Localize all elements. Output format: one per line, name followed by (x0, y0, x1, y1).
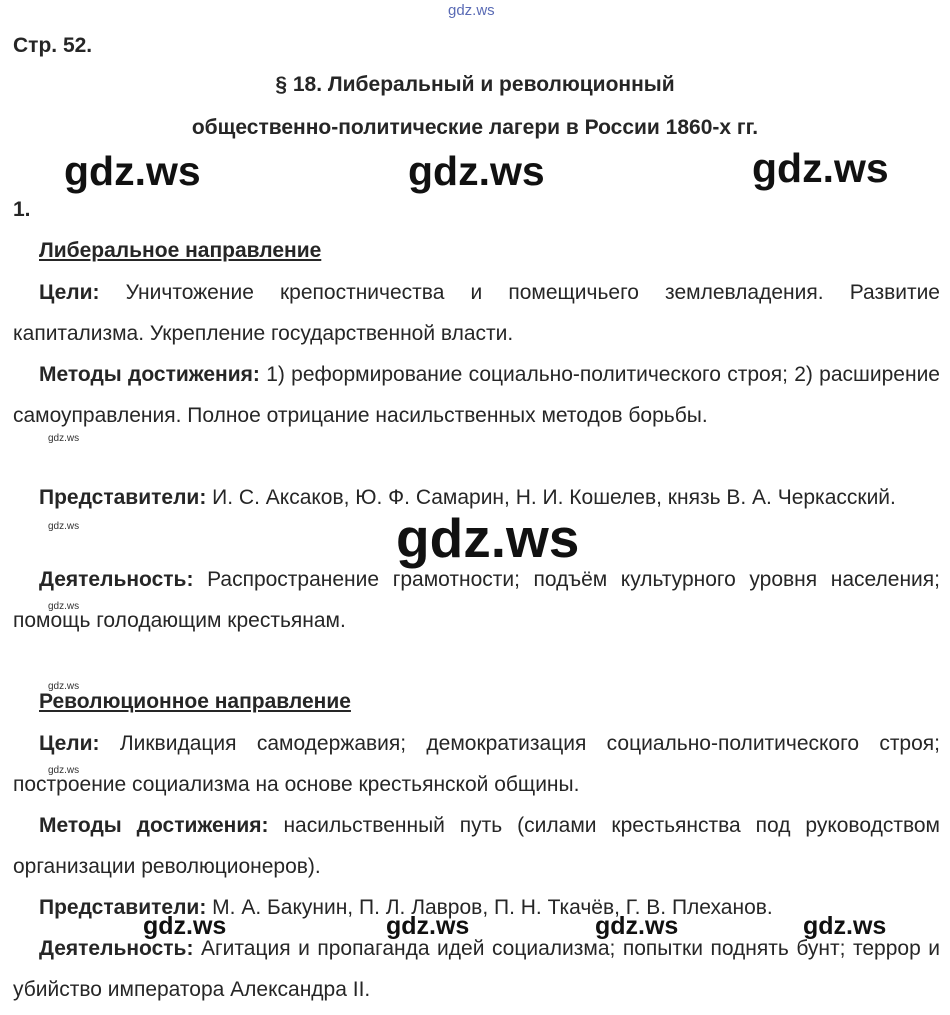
section-title-line2: общественно-политические лагери в России 1860-х гг. (191, 116, 759, 139)
liberal-heading: Либеральное направление (39, 239, 322, 262)
section-title-line1: § 18. Либеральный и революционный (275, 73, 675, 96)
revolutionary-activity-label: Деятельность: (39, 937, 194, 960)
watermark-middle: gdz.ws (408, 148, 545, 194)
watermark-small-4: gdz.ws (48, 681, 80, 692)
liberal-methods-text: 1) реформирование социально-политического строя; 2) расширение самоуправления. Полное отрицание насильственных методов борьбы. (13, 363, 940, 427)
watermark-bottom-4: gdz.ws (803, 912, 887, 940)
revolutionary-goals (13, 723, 940, 805)
watermark-small-2: gdz.ws (48, 521, 80, 532)
liberal-goals-text: Уничтожение крепостничества и помещичьего землевладения. Развитие капитализма. Укрепление государственной власти. (13, 281, 940, 345)
liberal-activity-text: Распространение грамотности; подъём культурного уровня населения; помощь голодающим крестьянам. (13, 568, 940, 632)
item-number: 1. (13, 198, 31, 221)
revolutionary-methods (13, 805, 940, 887)
watermark-small-3: gdz.ws (48, 601, 80, 612)
watermark-small-1: gdz.ws (48, 433, 80, 444)
liberal-reps-label: Представители: (39, 486, 207, 509)
revolutionary-reps-label: Представители: (39, 896, 207, 919)
watermark-right: gdz.ws (752, 145, 889, 191)
revolutionary-goals-text: Ликвидация самодержавия; демократизация социально-политического строя; построение социализма на основе крестьянской общины. (13, 732, 940, 796)
revolutionary-methods-label: Методы достижения: (39, 814, 269, 837)
revolutionary-reps-text: М. А. Бакунин, П. Л. Лавров, П. Н. Ткачёв, Г. В. Плеханов. (206, 896, 773, 919)
liberal-reps-text: И. С. Аксаков, Ю. Ф. Самарин, Н. И. Кошелев, князь В. А. Черкасский. (206, 486, 896, 509)
watermark-bottom-3: gdz.ws (595, 912, 679, 940)
page-number: Стр. 52. (13, 34, 93, 57)
watermark-bottom-1: gdz.ws (143, 912, 227, 940)
liberal-activity-label: Деятельность: (39, 568, 194, 591)
liberal-goals-label: Цели: (39, 281, 100, 304)
revolutionary-activity-text: Агитация и пропаганда идей социализма; попытки поднять бунт; террор и убийство императора Александра II. (13, 937, 940, 1001)
revolutionary-goals-label: Цели: (39, 732, 100, 755)
liberal-goals (13, 272, 940, 354)
watermark-left: gdz.ws (64, 148, 201, 194)
watermark-small-5: gdz.ws (48, 765, 80, 776)
liberal-activity (13, 559, 940, 641)
revolutionary-heading: Революционное направление (39, 690, 351, 713)
watermark-top: gdz.ws (448, 2, 495, 19)
watermark-bottom-2: gdz.ws (386, 912, 470, 940)
liberal-methods (13, 354, 940, 436)
revolutionary-methods-text: насильственный путь (силами крестьянства под руководством организации революционеров). (13, 814, 940, 878)
watermark-center: gdz.ws (396, 507, 580, 569)
liberal-methods-label: Методы достижения: (39, 363, 260, 386)
